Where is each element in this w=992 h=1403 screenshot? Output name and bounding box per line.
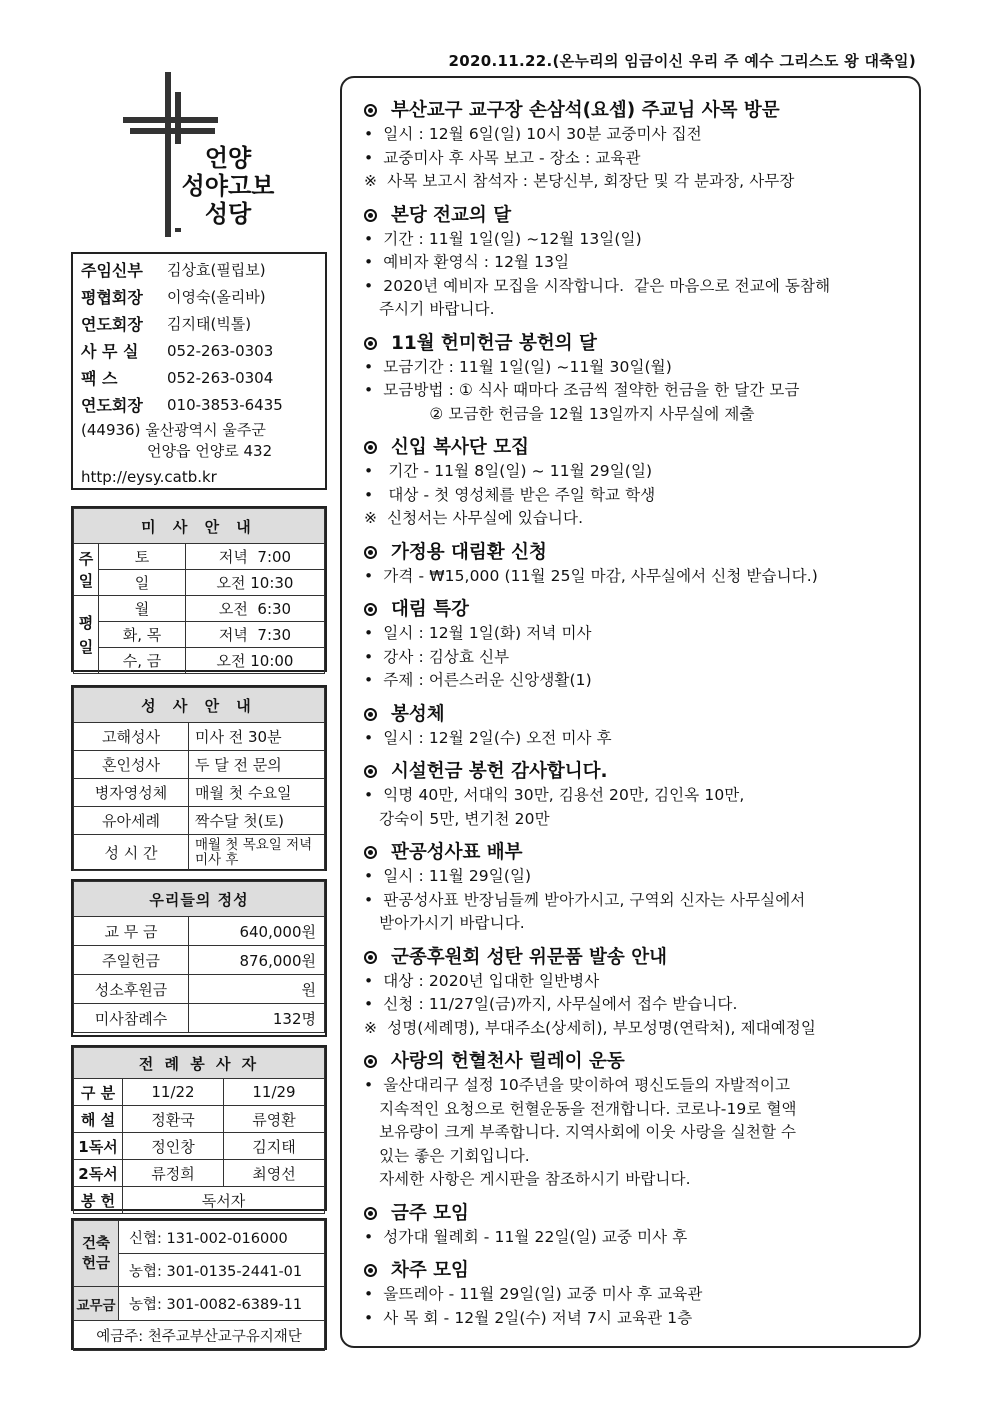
notice-line: ※ 사목 보고시 참석자 : 본당신부, 회장단 및 각 분과장, 사무장 [364, 172, 795, 190]
mass-day: 일 [99, 570, 186, 596]
notice-section [364, 597, 911, 693]
contact-value: 052-263-0303 [167, 341, 274, 360]
notice-line: • 기간 - 11월 8일(일) ~ 11월 29일(일) [364, 462, 653, 480]
server-name: 김지태 [224, 1133, 325, 1160]
notice-line: • 일시 : 12월 6일(일) 10시 30분 교중미사 집전 [364, 125, 702, 143]
mass-day: 월 [99, 596, 186, 622]
contact-row [81, 391, 317, 418]
notice-line: • 주제 : 어른스러운 신앙생활(1) [364, 671, 592, 689]
website-link[interactable]: http://eysy.catb.kr [81, 468, 217, 486]
weekday-label: 평 일 [74, 596, 99, 674]
server-name: 정환국 [123, 1106, 224, 1133]
contact-row [81, 310, 317, 337]
sacrament-detail: 두 달 전 문의 [189, 751, 325, 779]
build-account-2: 농협: 301-0135-2441-01 [119, 1254, 325, 1287]
contact-value: 김상효(필립보) [167, 261, 266, 279]
sacrament-detail: 매월 첫 수요일 [189, 779, 325, 807]
contact-value: 010-3853-6435 [167, 395, 283, 414]
notice-title [364, 1201, 911, 1226]
notice-title [364, 98, 911, 123]
notice-section [364, 945, 911, 1041]
notice-line: • 기간 : 11월 1일(일) ~12월 13일(일) [364, 229, 642, 248]
notice-line: • 모금기간 : 11월 1일(일) ~11월 30일(월) [364, 357, 672, 376]
sacrament-name: 성 시 간 [74, 835, 189, 871]
liturgy-servers [71, 1045, 327, 1211]
server-name: 류영환 [224, 1106, 325, 1133]
contact-box [71, 252, 327, 490]
sacrament-name: 유아세례 [74, 807, 189, 835]
notice-title-text: 가정용 대림환 신청 [391, 541, 547, 563]
bullet-circle-icon [364, 708, 377, 721]
notice-section [364, 203, 911, 322]
contact-key: 평협회장 [81, 288, 143, 307]
bullet-circle-icon [364, 441, 377, 454]
notice-line: • 대상 - 첫 영성체를 받은 주일 학교 학생 [364, 485, 656, 504]
notice-line: • 일시 : 12월 2일(수) 오전 미사 후 [364, 728, 612, 747]
notice-line: • 2020년 예비자 모집을 시작합니다. 같은 마음으로 전교에 동참해 [364, 276, 831, 295]
server-role: 봉 헌 [74, 1187, 123, 1214]
offering-amount: 132명 [189, 1004, 325, 1033]
notice-title [364, 1258, 911, 1283]
notice-title-text: 대림 특강 [391, 599, 469, 620]
notice-section [364, 1258, 911, 1330]
notice-section [364, 98, 911, 194]
offering-amount: 876,000원 [189, 946, 325, 975]
cross-beam [123, 117, 218, 123]
server-name: 정인창 [123, 1133, 224, 1160]
notice-line: ※ 신청서는 사무실에 있습니다. [364, 509, 584, 527]
contact-row [81, 256, 317, 283]
church-name-line: 성야고보 [181, 172, 275, 200]
sunday-label: 주 일 [74, 544, 99, 596]
cross-beam-shadow [130, 128, 215, 134]
bullet-circle-icon [364, 1207, 377, 1220]
contact-value: 이영숙(올리바) [167, 288, 266, 306]
notice-line: • 신청 : 11/27일(금)까지, 사무실에서 접수 받습니다. [364, 995, 738, 1013]
sacrament-detail: 매월 첫 목요일 저녁미사 후 [189, 835, 325, 871]
contact-key: 팩 스 [81, 369, 118, 388]
church-logo [118, 72, 278, 240]
notice-title [364, 597, 911, 622]
church-name [173, 144, 283, 228]
bullet-circle-icon [364, 546, 377, 559]
notice-line: • 강사 : 김상효 신부 [364, 647, 510, 666]
dues-label: 교무금 [74, 1287, 119, 1321]
notice-title-text: 군종후원회 성탄 위문품 발송 안내 [391, 946, 667, 968]
mass-time: 오전 6:30 [186, 596, 325, 622]
notice-title [364, 702, 911, 727]
contact-row [81, 283, 317, 310]
notice-line: ② 모금한 헌금을 12월 13일까지 사무실에 제출 [364, 404, 755, 423]
sacrament-title: 성 사 안 내 [74, 688, 325, 723]
offering-label: 주일헌금 [74, 946, 189, 975]
sacrament-detail: 짝수달 첫(토) [189, 807, 325, 835]
address-line: 언양읍 언양로 432 [147, 442, 273, 460]
mass-time: 저녁 7:30 [186, 622, 325, 648]
notice-title [364, 435, 911, 460]
notice-title-text: 시설헌금 봉헌 감사합니다. [391, 761, 608, 782]
notice-title [364, 203, 911, 228]
server-name: 류정희 [123, 1160, 224, 1187]
notice-line: • 울뜨레아 - 11월 29일(일) 교중 미사 후 교육관 [364, 1285, 703, 1303]
notice-line: 있는 좋은 기회입니다. [364, 1146, 530, 1165]
bullet-circle-icon [364, 765, 377, 778]
notice-section [364, 702, 911, 751]
notice-title-text: 사랑의 헌혈천사 릴레이 운동 [391, 1051, 625, 1072]
church-name-line: 언양 [204, 144, 252, 172]
notice-title-text: 부산교구 교구장 손삼석(요셉) 주교님 사목 방문 [391, 100, 780, 121]
mass-time: 저녁 7:00 [186, 544, 325, 570]
notice-line: 자세한 사항은 게시판을 참조하시기 바랍니다. [364, 1170, 691, 1188]
offering-amount: 원 [189, 975, 325, 1004]
mass-day: 화, 목 [99, 622, 186, 648]
contact-key: 연도회장 [81, 396, 143, 415]
server-role: 1독서 [74, 1133, 123, 1160]
bullet-circle-icon [364, 603, 377, 616]
servers-date: 11/22 [123, 1079, 224, 1106]
mass-time: 오전 10:00 [186, 648, 325, 674]
dues-account: 농협: 301-0082-6389-11 [119, 1287, 325, 1321]
notice-section [364, 540, 911, 589]
notice-line: 받아가시기 바랍니다. [364, 914, 525, 932]
account-holder: 예금주: 천주교부산교구유지재단 [74, 1321, 325, 1351]
server-role: 2독서 [74, 1160, 123, 1187]
notice-line: • 모금방법 : ① 식사 때마다 조금씩 절약한 헌금을 한 달간 모금 [364, 381, 800, 399]
sacrament-name: 고해성사 [74, 723, 189, 751]
bullet-circle-icon [364, 1264, 377, 1277]
notice-title-text: 신입 복사단 모집 [391, 437, 529, 458]
servers-head-label: 구 분 [74, 1079, 123, 1106]
notice-line: • 대상 : 2020년 입대한 일반병사 [364, 971, 600, 990]
notice-title [364, 759, 911, 784]
notice-line: • 일시 : 12월 1일(화) 저녁 미사 [364, 624, 592, 642]
offering-amount: 640,000원 [189, 917, 325, 946]
mass-title: 미 사 안 내 [74, 509, 325, 544]
bullet-circle-icon [364, 104, 377, 117]
notice-line: 보유량이 크게 부족합니다. 지역사회에 이웃 사랑을 실천할 수 [364, 1123, 797, 1141]
offering-label: 교 무 금 [74, 917, 189, 946]
address-line: (44936) 울산광역시 울주군 [81, 421, 266, 439]
bullet-circle-icon [364, 951, 377, 964]
notice-line: 주시기 바랍니다. [364, 300, 495, 318]
notice-line: • 성가대 월례회 - 11월 22일(일) 교중 미사 후 [364, 1227, 688, 1246]
notice-line: • 예비자 환영식 : 12월 13일 [364, 253, 570, 271]
bullet-circle-icon [364, 337, 377, 350]
servers-title: 전 례 봉 사 자 [74, 1048, 325, 1079]
notice-line: 강숙이 5만, 변기천 20만 [364, 809, 550, 828]
sacrament-name: 혼인성사 [74, 751, 189, 779]
notice-section [364, 435, 911, 531]
server-role: 해 설 [74, 1106, 123, 1133]
contact-key: 연도회장 [81, 315, 143, 334]
contact-row [81, 337, 317, 364]
notice-line: ※ 성명(세례명), 부대주소(상세히), 부모성명(연락처), 제대예정일 [364, 1018, 816, 1037]
notice-title [364, 331, 911, 356]
sacrament-guide [71, 685, 327, 871]
servers-date: 11/29 [224, 1079, 325, 1106]
offering-label: 성소후원금 [74, 975, 189, 1004]
bullet-circle-icon [364, 1055, 377, 1068]
notice-line: • 가격 - ₩15,000 (11월 25일 마감, 사무실에서 신청 받습니다.) [364, 566, 818, 585]
offering-label: 미사참례수 [74, 1004, 189, 1033]
notice-line: • 일시 : 11월 29일(일) [364, 867, 532, 885]
notice-line: • 교중미사 후 사목 보고 - 장소 : 교육관 [364, 148, 641, 167]
cross-icon [165, 72, 171, 237]
contact-key: 주임신부 [81, 261, 143, 280]
contact-key: 사 무 실 [81, 342, 139, 361]
bullet-circle-icon [364, 209, 377, 222]
date-line: 2020.11.22.(온누리의 임금이신 우리 주 예수 그리스도 왕 대축일) [448, 52, 916, 70]
notice-title-text: 금주 모임 [391, 1202, 469, 1224]
notice-title-text: 판공성사표 배부 [391, 842, 523, 863]
notice-line: • 익명 40만, 서대익 30만, 김용선 20만, 김인옥 10만, [364, 786, 745, 804]
notice-title-text: 차주 모임 [391, 1260, 469, 1281]
sacrament-detail: 미사 전 30분 [189, 723, 325, 751]
offering-title: 우리들의 정성 [74, 882, 325, 917]
server-name: 최영선 [224, 1160, 325, 1187]
notice-panel [340, 76, 921, 1348]
build-account-1: 신협: 131-002-016000 [119, 1221, 325, 1254]
contact-value: 052-263-0304 [167, 368, 274, 387]
church-name-line: 성당 [204, 200, 252, 228]
bank-accounts [71, 1218, 327, 1350]
notice-title-text: 본당 전교의 달 [391, 204, 512, 226]
offering-summary [71, 879, 327, 1037]
notice-section [364, 331, 911, 427]
mass-time: 오전 10:30 [186, 570, 325, 596]
contact-row [81, 364, 317, 391]
build-fund-label: 건축 헌금 [74, 1221, 119, 1287]
notice-section [364, 1049, 911, 1192]
sacrament-name: 병자영성체 [74, 779, 189, 807]
notice-line: • 사 목 회 - 12월 2일(수) 저녁 7시 교육관 1층 [364, 1308, 693, 1327]
notice-section [364, 1201, 911, 1250]
mass-day: 수, 금 [99, 648, 186, 674]
notice-title-text: 11월 헌미헌금 봉헌의 달 [391, 332, 597, 354]
notice-title-text: 봉성체 [391, 703, 445, 725]
bullet-circle-icon [364, 846, 377, 859]
contact-value: 김지태(빅톨) [167, 315, 252, 333]
notice-section [364, 759, 911, 831]
notice-line: • 울산대리구 설정 10주년을 맞이하여 평신도들의 자발적이고 [364, 1076, 791, 1094]
server-name: 독서자 [123, 1187, 325, 1214]
notice-section [364, 840, 911, 936]
mass-schedule [71, 506, 327, 672]
mass-day: 토 [99, 544, 186, 570]
notice-line: • 판공성사표 반장님들께 받아가시고, 구역외 신자는 사무실에서 [364, 890, 806, 909]
notice-title [364, 945, 911, 970]
notice-title [364, 840, 911, 865]
notice-title [364, 540, 911, 565]
notice-title [364, 1049, 911, 1074]
notice-line: 지속적인 요청으로 헌혈운동을 전개합니다. 코로나-19로 혈액 [364, 1099, 797, 1118]
